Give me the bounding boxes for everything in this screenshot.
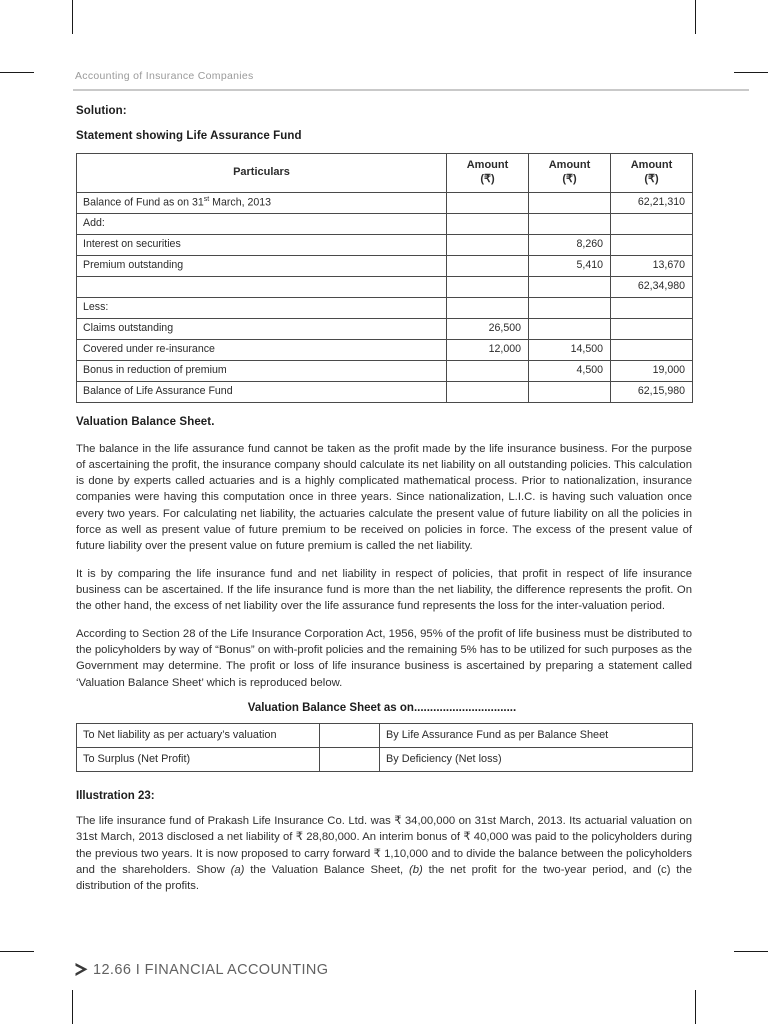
cell-particulars: Bonus in reduction of premium bbox=[77, 360, 447, 381]
cell-amount-2: 8,260 bbox=[529, 234, 611, 255]
cell-amount-2 bbox=[529, 381, 611, 402]
rupee-symbol: (₹) bbox=[480, 172, 495, 185]
amount-label: Amount bbox=[466, 159, 509, 171]
vbs-table-body bbox=[77, 723, 693, 771]
cell-amount-3: 62,15,980 bbox=[611, 381, 693, 402]
table-row bbox=[77, 747, 693, 771]
cell-amount-2 bbox=[529, 213, 611, 234]
cell-amount-1 bbox=[447, 255, 529, 276]
cell-particulars: Claims outstanding bbox=[77, 318, 447, 339]
cell-amount-3 bbox=[611, 318, 693, 339]
table-row bbox=[77, 234, 693, 255]
table-row bbox=[77, 381, 693, 402]
illustration-text-a: The life insurance fund of Prakash Life Insurance Co. Ltd. was ₹ 34,00,000 on 31st March, 2013. Its actuarial valuation on 31st March, 2013 disclosed a net liability of ₹ 28,80,000. An interim bonus of ₹ 40,000 was paid to the policyholders during the previous two years. It is now proposed to carry forward ₹ 1,10,000 and to divide the balance between the policyholders and the shareholders. Show bbox=[76, 814, 692, 876]
crop-mark-top-left bbox=[0, 0, 80, 80]
vbs-caption: Valuation Balance Sheet as on................................ bbox=[247, 701, 517, 714]
cell-particulars: Add: bbox=[77, 213, 447, 234]
cell-amount-2: 5,410 bbox=[529, 255, 611, 276]
cell-amount-3: 19,000 bbox=[611, 360, 693, 381]
table-row bbox=[77, 723, 693, 747]
statement-title: Statement showing Life Assurance Fund bbox=[76, 130, 302, 142]
vbs-cell-debit: To Net liability as per actuary’s valuation bbox=[77, 723, 320, 747]
cell-amount-3: 62,21,310 bbox=[611, 192, 693, 213]
cell-amount-1 bbox=[447, 276, 529, 297]
vbs-cell-credit: By Life Assurance Fund as per Balance Sheet bbox=[380, 723, 693, 747]
cell-amount-3: 13,670 bbox=[611, 255, 693, 276]
table-row bbox=[77, 255, 693, 276]
cell-amount-3 bbox=[611, 213, 693, 234]
cell-particulars bbox=[77, 192, 447, 213]
illustration-body bbox=[76, 813, 692, 895]
cell-amount-3 bbox=[611, 234, 693, 255]
running-head: Accounting of Insurance Companies bbox=[75, 70, 254, 82]
illustration-emphasis-a: (a) bbox=[230, 863, 245, 876]
crop-mark-bottom-left bbox=[0, 944, 80, 1024]
cell-particulars: Covered under re-insurance bbox=[77, 339, 447, 360]
cell-amount-2 bbox=[529, 192, 611, 213]
footer-page-label: 12.66 I FINANCIAL ACCOUNTING bbox=[93, 961, 329, 978]
table-row bbox=[77, 339, 693, 360]
cell-amount-2 bbox=[529, 318, 611, 339]
cell-particulars: Premium outstanding bbox=[77, 255, 447, 276]
illustration-emphasis-b: (b) bbox=[408, 863, 423, 876]
statement-table-body bbox=[77, 192, 693, 402]
table-header-row bbox=[77, 154, 693, 193]
cell-amount-2: 14,500 bbox=[529, 339, 611, 360]
crop-mark-top-right bbox=[688, 0, 768, 80]
rupee-symbol: (₹) bbox=[644, 172, 659, 185]
amount-label: Amount bbox=[630, 159, 673, 171]
valuation-paragraph-3: According to Section 28 of the Life Insurance Corporation Act, 1956, 95% of the profit of life business must be distributed to the policyholders by way of “Bonus” on with-profit policies and the remaining 5% has to be utilized for such purposes as the Government may determine. The profit or loss of life insurance business is ascertained by preparing a statement called ‘Valuation Balance Sheet’ which is reproduced below. bbox=[76, 627, 692, 689]
cell-particulars: Less: bbox=[77, 297, 447, 318]
cell-amount-2 bbox=[529, 276, 611, 297]
valuation-paragraph-1: The balance in the life assurance fund cannot be taken as the profit made by the life insurance business. For the purpose of ascertaining the profit, the insurance company should calculate its net liability on all outstanding policies. This calculation is done by experts called actuaries and is a highly complicated mathematical process. Prior to nationalization, insurance companies were having this computation once in three years. Since nationalization, L.I.C. is having such valuation once every two years. For calculating net liability, the actuaries calculate the present value of future liability on all the policies in force as well as present value of future premium to be received on policies in force. The excess of the present value of future liability over the present value on future premium is called the net liability. bbox=[76, 442, 692, 553]
table-row bbox=[77, 360, 693, 381]
cell-amount-1 bbox=[447, 297, 529, 318]
chevron-right-icon bbox=[74, 961, 90, 978]
page-footer bbox=[74, 961, 328, 978]
cell-amount-1 bbox=[447, 234, 529, 255]
column-header-particulars: Particulars bbox=[77, 154, 447, 193]
table-row bbox=[77, 276, 693, 297]
table-row bbox=[77, 318, 693, 339]
ordinal-suffix: st bbox=[203, 195, 210, 203]
cell-amount-3: 62,34,980 bbox=[611, 276, 693, 297]
cell-particulars: Balance of Life Assurance Fund bbox=[77, 381, 447, 402]
cell-amount-1 bbox=[447, 213, 529, 234]
amount-label: Amount bbox=[548, 159, 591, 171]
header-rule bbox=[73, 89, 749, 91]
cell-amount-1 bbox=[447, 381, 529, 402]
cell-amount-2 bbox=[529, 297, 611, 318]
row-label-pre: Balance of Fund as on 31 bbox=[83, 196, 204, 209]
valuation-balance-sheet-heading: Valuation Balance Sheet. bbox=[76, 415, 215, 428]
illustration-text-b: the Valuation Balance Sheet, bbox=[244, 863, 409, 876]
table-row bbox=[77, 297, 693, 318]
vbs-cell-amount bbox=[320, 747, 380, 771]
column-header-amount-2 bbox=[529, 154, 611, 193]
life-assurance-fund-table bbox=[76, 153, 693, 403]
cell-particulars bbox=[77, 276, 447, 297]
cell-amount-1: 26,500 bbox=[447, 318, 529, 339]
vbs-cell-debit: To Surplus (Net Profit) bbox=[77, 747, 320, 771]
illustration-heading: Illustration 23: bbox=[76, 789, 155, 802]
vbs-cell-amount bbox=[320, 723, 380, 747]
valuation-paragraph-2: It is by comparing the life insurance fund and net liability in respect of policies, that profit in respect of life insurance business can be ascertained. If the life insurance fund is more than the net liability, the difference represents the profit. On the other hand, the excess of net liability over the life assurance fund represents the loss for the inter-valuation period. bbox=[76, 567, 692, 613]
illustration-text-c: the net profit for the two-year period, and (c) the distribution of the profits. bbox=[76, 863, 692, 893]
cell-particulars: Interest on securities bbox=[77, 234, 447, 255]
crop-mark-bottom-right bbox=[688, 944, 768, 1024]
rupee-symbol: (₹) bbox=[562, 172, 577, 185]
cell-amount-2: 4,500 bbox=[529, 360, 611, 381]
valuation-balance-sheet-table bbox=[76, 723, 693, 772]
table-row bbox=[77, 213, 693, 234]
column-header-amount-1 bbox=[447, 154, 529, 193]
vbs-cell-credit: By Deficiency (Net loss) bbox=[380, 747, 693, 771]
cell-amount-3 bbox=[611, 339, 693, 360]
solution-heading: Solution: bbox=[76, 105, 127, 117]
column-header-amount-3 bbox=[611, 154, 693, 193]
cell-amount-1 bbox=[447, 360, 529, 381]
page-content bbox=[74, 70, 694, 905]
cell-amount-1: 12,000 bbox=[447, 339, 529, 360]
cell-amount-3 bbox=[611, 297, 693, 318]
table-row bbox=[77, 192, 693, 213]
row-label-post: March, 2013 bbox=[209, 196, 272, 209]
cell-amount-1 bbox=[447, 192, 529, 213]
